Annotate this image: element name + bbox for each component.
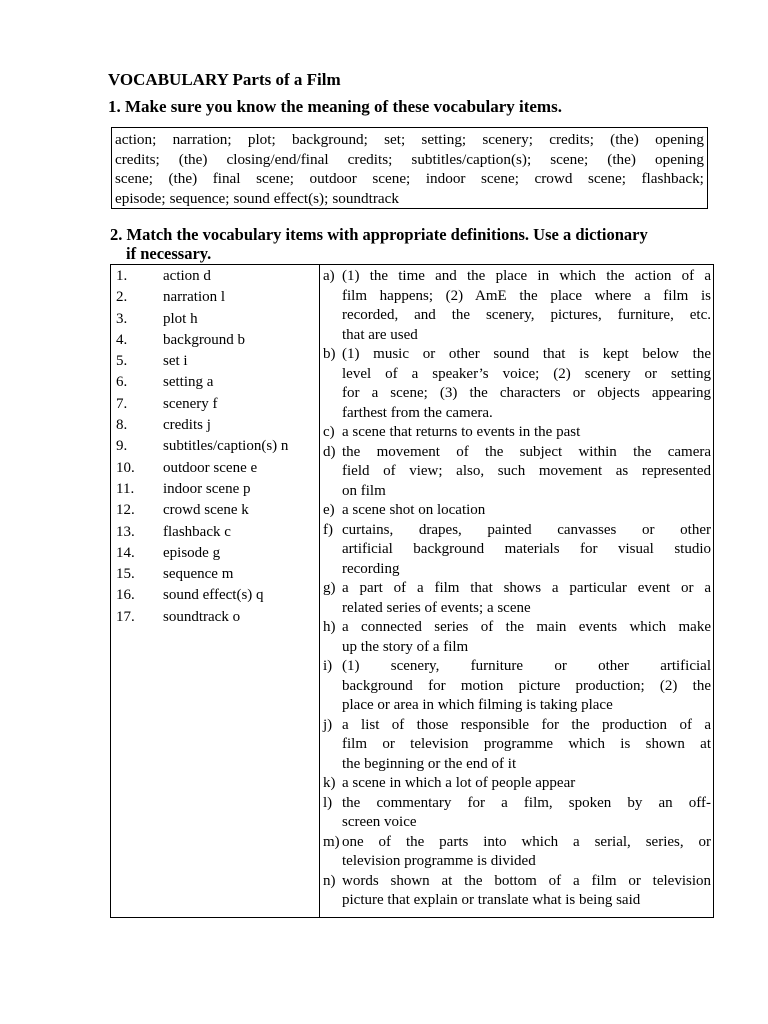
vocab-item xyxy=(111,565,319,586)
vocab-word: scene; xyxy=(587,170,626,187)
vocab-word: (the) xyxy=(610,131,639,148)
page-title: VOCABULARY Parts of a Film xyxy=(108,70,341,89)
vocab-word: scenery; xyxy=(482,131,533,148)
definition xyxy=(323,521,711,580)
definition-text xyxy=(342,716,711,775)
definition-letter: a) xyxy=(323,268,335,284)
definition-line: the movement of the subject within the camera xyxy=(342,443,711,460)
definition-text xyxy=(342,501,711,521)
vocab-item xyxy=(111,586,319,607)
definition-letter: k) xyxy=(323,775,336,791)
definition-line: farthest from the camera. xyxy=(342,404,493,421)
item-number: 16. xyxy=(116,587,135,604)
definition-text xyxy=(342,443,711,502)
vocab-item xyxy=(111,480,319,501)
vocabulary-box xyxy=(111,127,708,209)
vocab-item xyxy=(111,373,319,394)
item-term: set i xyxy=(163,353,188,370)
item-term: indoor scene p xyxy=(163,480,251,497)
item-term: episode g xyxy=(163,544,221,561)
vocab-line xyxy=(115,169,704,189)
item-term: scenery f xyxy=(163,395,218,412)
definition-letter: d) xyxy=(323,443,336,460)
vocab-word: action; xyxy=(115,131,157,148)
definition-line: field of view; also, such movement as represented xyxy=(342,463,711,479)
definition-text xyxy=(342,267,711,345)
definition-text xyxy=(342,423,711,443)
item-number: 4. xyxy=(116,331,128,348)
definition-line: a connected series of the main events which make xyxy=(342,619,711,635)
definition-line: (1) music or other sound that is kept below the xyxy=(342,346,711,362)
item-term: soundtrack o xyxy=(163,608,241,625)
vocab-item xyxy=(111,352,319,373)
definition xyxy=(323,345,711,423)
item-term: plot h xyxy=(163,310,198,327)
definition-line: words shown at the bottom of a film or television xyxy=(342,872,711,889)
definition-line: a scene in which a lot of people appear xyxy=(342,775,576,791)
item-term: sound effect(s) q xyxy=(163,587,264,604)
definition-letter: c) xyxy=(323,424,335,440)
definition-text xyxy=(342,872,711,911)
definition-line: that are used xyxy=(342,326,418,343)
definition-line: for a scene; (3) the characters or objects appearing xyxy=(342,385,711,401)
vocab-item xyxy=(111,459,319,480)
section2-heading xyxy=(110,225,710,263)
definition-line: (1) the time and the place in which the action of a xyxy=(342,268,711,284)
vocab-item xyxy=(111,501,319,522)
vocab-word: opening xyxy=(655,131,704,148)
vocab-item xyxy=(111,608,319,629)
definition-text xyxy=(342,794,711,833)
definition-line: recorded, and the scenery, pictures, furniture, etc. xyxy=(342,307,711,323)
item-number: 5. xyxy=(116,353,128,370)
item-term: narration l xyxy=(163,289,226,306)
definition-line: curtains, drapes, painted canvasses or other xyxy=(342,521,711,538)
vocab-word: credits; xyxy=(347,150,393,168)
item-term: credits j xyxy=(163,417,211,434)
section2-heading-line1: 2. Match the vocabulary items with appropriate definitions. Use a dictionary xyxy=(110,225,648,244)
definition-letter: n) xyxy=(323,872,336,889)
vocab-line xyxy=(115,130,704,150)
vocab-word: narration; xyxy=(172,131,232,148)
definition-text xyxy=(342,345,711,423)
vocab-word: sound xyxy=(233,189,270,207)
definition-line: up the story of a film xyxy=(342,638,469,655)
definition-line: a scene that returns to events in the past xyxy=(342,424,581,440)
definition-line: background for motion picture production; (2) the xyxy=(342,677,711,694)
item-number: 6. xyxy=(116,374,128,391)
definition xyxy=(323,833,711,872)
vocab-word: flashback; xyxy=(641,170,704,187)
vocab-word: sequence; xyxy=(169,189,230,207)
item-term: background b xyxy=(163,331,246,348)
definition-line: artificial background materials for visual studio xyxy=(342,541,711,557)
definition-letter: g) xyxy=(323,580,336,596)
vocab-word: episode; xyxy=(115,189,166,207)
item-term: sequence m xyxy=(163,566,234,583)
definition-text xyxy=(342,579,711,618)
definition-letter: e) xyxy=(323,502,335,518)
vocab-word: indoor xyxy=(425,170,466,187)
definition-letter: i) xyxy=(323,658,333,674)
item-number: 2. xyxy=(116,289,128,306)
vocab-word: background; xyxy=(291,131,368,148)
column-divider xyxy=(319,265,320,917)
definition-line: level of a speaker’s voice; (2) scenery or setting xyxy=(342,365,711,382)
vocabulary-items-column xyxy=(111,267,319,629)
definition-letter: b) xyxy=(323,346,336,362)
definition xyxy=(323,267,711,345)
definition-line: picture that explain or translate what is being said xyxy=(342,892,641,908)
vocab-word: (the) xyxy=(607,150,636,168)
vocab-word: scene; xyxy=(256,170,295,187)
vocab-word: setting; xyxy=(421,131,467,148)
matching-table xyxy=(110,264,714,918)
item-number: 13. xyxy=(116,523,135,540)
vocab-word: (the) xyxy=(168,170,198,187)
vocab-word: scene; xyxy=(550,150,589,168)
item-number: 15. xyxy=(116,566,135,583)
definition-letter: f) xyxy=(323,521,333,538)
definition-letter: m) xyxy=(323,833,340,850)
item-term: crowd scene k xyxy=(163,502,249,519)
definition xyxy=(323,443,711,502)
item-number: 3. xyxy=(116,310,128,327)
vocab-item xyxy=(111,544,319,565)
vocab-line xyxy=(115,189,704,209)
vocab-word: closing/end/final xyxy=(226,150,329,168)
vocab-word: credits; xyxy=(115,150,160,168)
item-term: setting a xyxy=(163,374,214,391)
item-term: outdoor scene e xyxy=(163,459,258,476)
item-term: action d xyxy=(163,268,211,284)
section2-heading-line2: if necessary. xyxy=(126,244,212,263)
definition xyxy=(323,501,711,521)
definition-text xyxy=(342,618,711,657)
vocab-item xyxy=(111,523,319,544)
definition-letter: l) xyxy=(323,794,333,811)
section1-heading: 1. Make sure you know the meaning of these vocabulary items. xyxy=(108,97,562,116)
vocab-word: effect(s); xyxy=(273,189,329,207)
vocab-word: crowd xyxy=(534,170,573,187)
definition-line: a scene shot on location xyxy=(342,502,486,518)
vocab-item xyxy=(111,331,319,352)
vocab-word: outdoor xyxy=(309,170,357,187)
definition-line: the commentary for a film, spoken by an off- xyxy=(342,794,711,811)
definition-line: film or television programme which is shown at xyxy=(342,736,711,752)
vocab-item xyxy=(111,310,319,331)
vocab-word: subtitles/caption(s); xyxy=(411,150,532,168)
definition xyxy=(323,423,711,443)
vocab-word: (the) xyxy=(178,150,208,168)
vocab-word: set; xyxy=(384,131,406,148)
definition xyxy=(323,716,711,775)
vocab-word: opening xyxy=(655,150,704,168)
definition xyxy=(323,774,711,794)
definition-line: a part of a film that shows a particular event or a xyxy=(342,580,711,596)
vocab-word: scene; xyxy=(481,170,519,187)
definition-text xyxy=(342,657,711,716)
vocab-word: soundtrack xyxy=(332,189,399,207)
definition xyxy=(323,657,711,716)
item-term: subtitles/caption(s) n xyxy=(163,438,289,455)
item-number: 11. xyxy=(116,480,135,497)
item-number: 7. xyxy=(116,395,128,412)
definition-text xyxy=(342,833,711,872)
vocab-item xyxy=(111,416,319,437)
definition-letter: j) xyxy=(323,716,333,733)
definition xyxy=(323,618,711,657)
definition-line: related series of events; a scene xyxy=(342,599,531,616)
vocab-word: credits; xyxy=(549,131,594,148)
item-number: 14. xyxy=(116,544,135,561)
definition-text xyxy=(342,774,711,794)
vocab-line xyxy=(115,150,704,170)
definition-line: screen voice xyxy=(342,814,417,830)
definition-line: recording xyxy=(342,560,400,577)
definition xyxy=(323,579,711,618)
vocab-word: plot; xyxy=(247,131,276,148)
definition-letter: h) xyxy=(323,619,336,635)
vocab-item xyxy=(111,395,319,416)
item-number: 12. xyxy=(116,502,135,519)
definition-line: place or area in which filming is taking place xyxy=(342,697,613,713)
definitions-column xyxy=(323,267,711,911)
item-number: 10. xyxy=(116,459,135,476)
definition xyxy=(323,872,711,911)
definition-line: (1) scenery, furniture or other artificial xyxy=(342,658,711,674)
definition-line: a list of those responsible for the production of a xyxy=(342,716,711,733)
item-number: 1. xyxy=(116,268,128,284)
definition-line: one of the parts into which a serial, series, or xyxy=(342,833,711,850)
definition xyxy=(323,794,711,833)
vocab-item xyxy=(111,288,319,309)
vocab-item xyxy=(111,437,319,458)
definition-line: on film xyxy=(342,482,386,499)
vocab-word: final xyxy=(212,170,241,187)
vocab-word: scene; xyxy=(372,170,411,187)
definition-line: the beginning or the end of it xyxy=(342,755,517,772)
item-number: 8. xyxy=(116,417,128,434)
vocab-word: scene; xyxy=(115,170,153,187)
item-number: 17. xyxy=(116,608,135,625)
definition-text xyxy=(342,521,711,580)
item-number: 9. xyxy=(116,438,128,455)
item-term: flashback c xyxy=(163,523,231,540)
vocab-item xyxy=(111,267,319,288)
definition-line: film happens; (2) AmE the place where a film is xyxy=(342,287,711,304)
definition-line: television programme is divided xyxy=(342,853,536,869)
